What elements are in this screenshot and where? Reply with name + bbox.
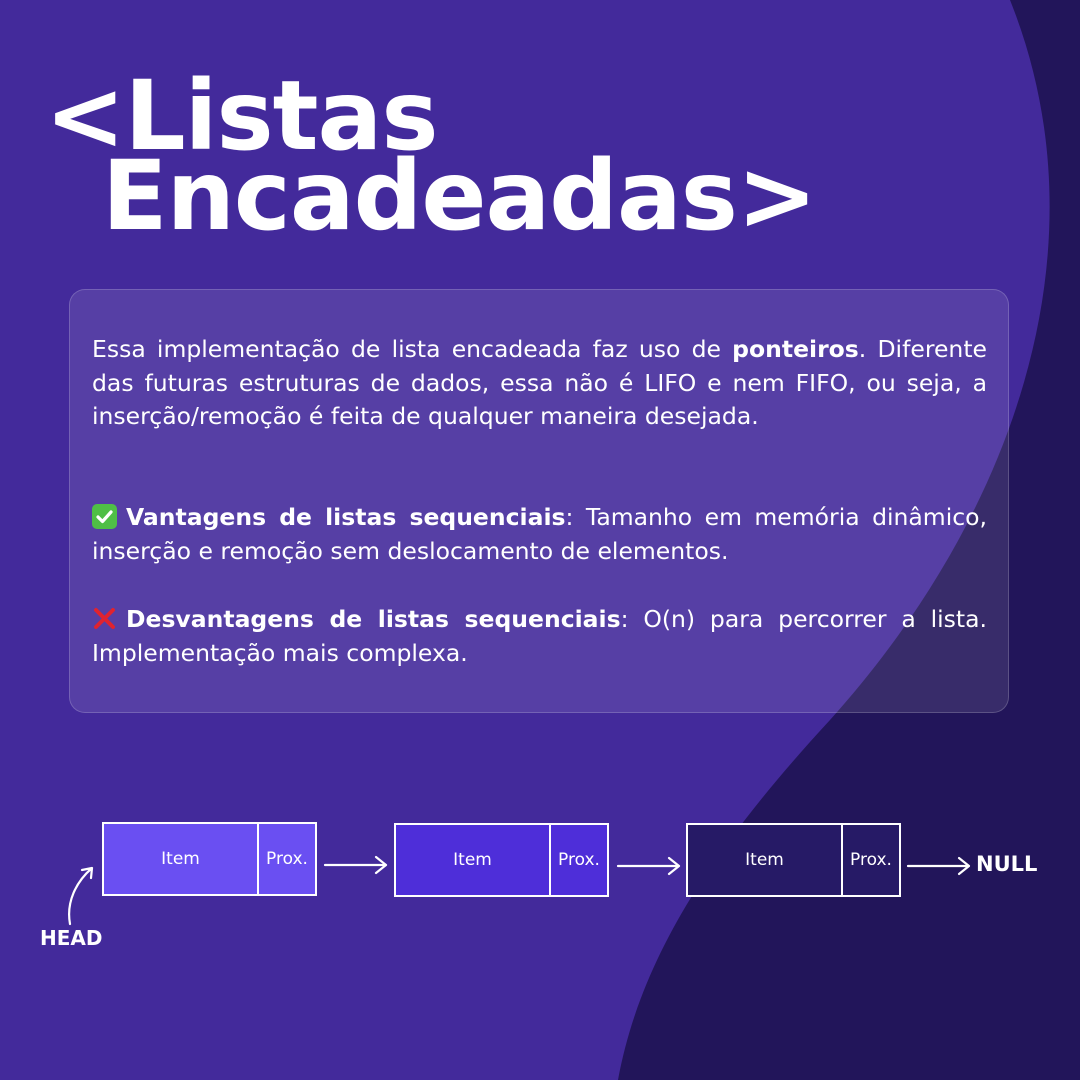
- head-label: HEAD: [40, 926, 103, 950]
- node-1-next-cell: Prox.: [259, 824, 315, 894]
- list-node-3: [686, 823, 901, 897]
- cons-label: Desvantagens de listas sequenciais: [126, 605, 621, 633]
- cons-paragraph: [92, 603, 987, 670]
- null-label: NULL: [976, 852, 1038, 876]
- cons-text: : O(n) para percorrer a lista. Implementação mais complexa.: [92, 605, 987, 667]
- check-mark-icon: [92, 504, 117, 529]
- intro-text: Essa implementação de lista encadeada faz uso de: [92, 335, 733, 363]
- node-3-item-cell: Item: [688, 825, 843, 895]
- arrow-node3-to-null-icon: [905, 853, 975, 877]
- page-title-line-2: Encadeadas>: [102, 140, 817, 252]
- list-node-1: [102, 822, 317, 896]
- node-3-next-cell: Prox.: [843, 825, 899, 895]
- node-2-next-cell: Prox.: [551, 825, 607, 895]
- intro-rest: . Diferente das futuras estruturas de dados, essa não é LIFO e nem FIFO, ou seja, a inserção/remoção é feita de qualquer maneira desejada.: [92, 335, 987, 430]
- pros-paragraph: [92, 501, 987, 568]
- cross-mark-icon: [92, 606, 117, 631]
- node-1-item-cell: Item: [104, 824, 259, 894]
- arrow-node1-to-node2-icon: [322, 852, 392, 876]
- intro-paragraph: [92, 333, 987, 434]
- list-node-2: [394, 823, 609, 897]
- pros-text: : Tamanho em memória dinâmico, inserção e remoção sem deslocamento de elementos.: [92, 503, 987, 565]
- info-card: [69, 289, 1009, 713]
- arrow-node2-to-node3-icon: [615, 853, 685, 877]
- pros-label: Vantagens de listas sequenciais: [126, 503, 566, 531]
- intro-bold: ponteiros: [732, 335, 859, 363]
- page-title-line-1: <Listas: [45, 60, 438, 172]
- head-pointer-arrow-icon: [58, 862, 104, 928]
- node-2-item-cell: Item: [396, 825, 551, 895]
